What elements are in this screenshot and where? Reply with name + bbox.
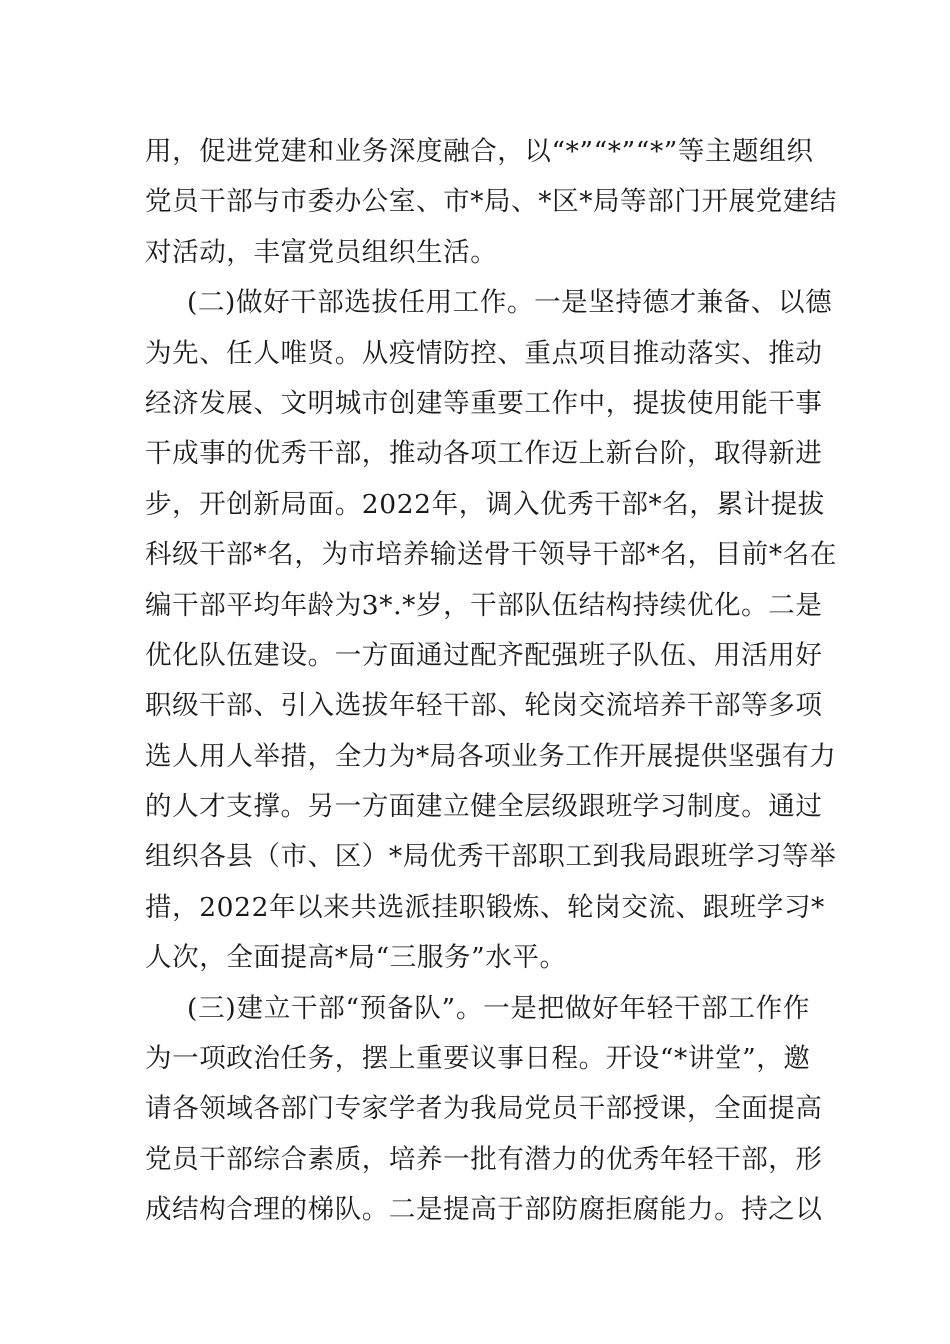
text-line: 为先、任人唯贤。从疫情防控、重点项目推动落实、推动 (145, 337, 823, 369)
text-line: 干成事的优秀干部，推动各项工作迈上新台阶，取得新进 (145, 438, 823, 470)
text-line: 成结构合理的梯队。二是提高于部防腐拒腐能力。持之以 (145, 1194, 823, 1226)
text-line: 编干部平均年龄为3*.*岁，干部队伍结构持续优化。二是 (145, 589, 823, 621)
text-line: 对活动，丰富党员组织生活。 (145, 236, 498, 268)
text-line: 为一项政治任务，摆上重要议事日程。开设“*讲堂”，邀 (145, 1043, 811, 1075)
text-line: 步，开创新局面。2022年，调入优秀干部*名，累计提拔 (145, 488, 825, 520)
text-line: 经济发展、文明城市创建等重要工作中，提拔使用能干事 (145, 387, 823, 419)
text-line: 选人用人举措，全力为*局各项业务工作开展提供坚强有力 (145, 740, 837, 772)
text-line: 科级干部*名，为市培养输送骨干领导干部*名，目前*名在 (145, 539, 837, 571)
text-line: 措，2022年以来共选派挂职锻炼、轮岗交流、跟班学习* (145, 891, 825, 923)
text-line: 职级干部、引入选拔年轻干部、轮岗交流培养干部等多项 (145, 690, 823, 722)
text-line: 用，促进党建和业务深度融合，以“*”“*”“*”等主题组织 (145, 136, 814, 167)
text-line: 的人才支撑。另一方面建立健全层级跟班学习制度。通过 (145, 791, 823, 823)
text-line: 人次，全面提高*局“三服务”水平。 (145, 942, 567, 974)
section-heading-line: (二)做好干部选拔任用工作。一是坚持德才兼备、以德 (187, 287, 833, 319)
section-heading-line: (三)建立干部“预备队”。一是把做好年轻干部工作作 (187, 992, 810, 1024)
body-text (145, 127, 837, 1236)
text-line: 组织各县（市、区）*局优秀干部职工到我局跟班学习等举 (145, 841, 837, 873)
text-line: 党员干部综合素质，培养一批有潜力的优秀年轻干部，形 (145, 1143, 823, 1175)
text-line: 请各领域各部门专家学者为我局党员干部授课，全面提高 (145, 1093, 823, 1125)
text-line: 党员干部与市委办公室、市*局、*区*局等部门开展党建结 (145, 186, 837, 218)
text-line: 优化队伍建设。一方面通过配齐配强班子队伍、用活用好 (145, 639, 823, 671)
